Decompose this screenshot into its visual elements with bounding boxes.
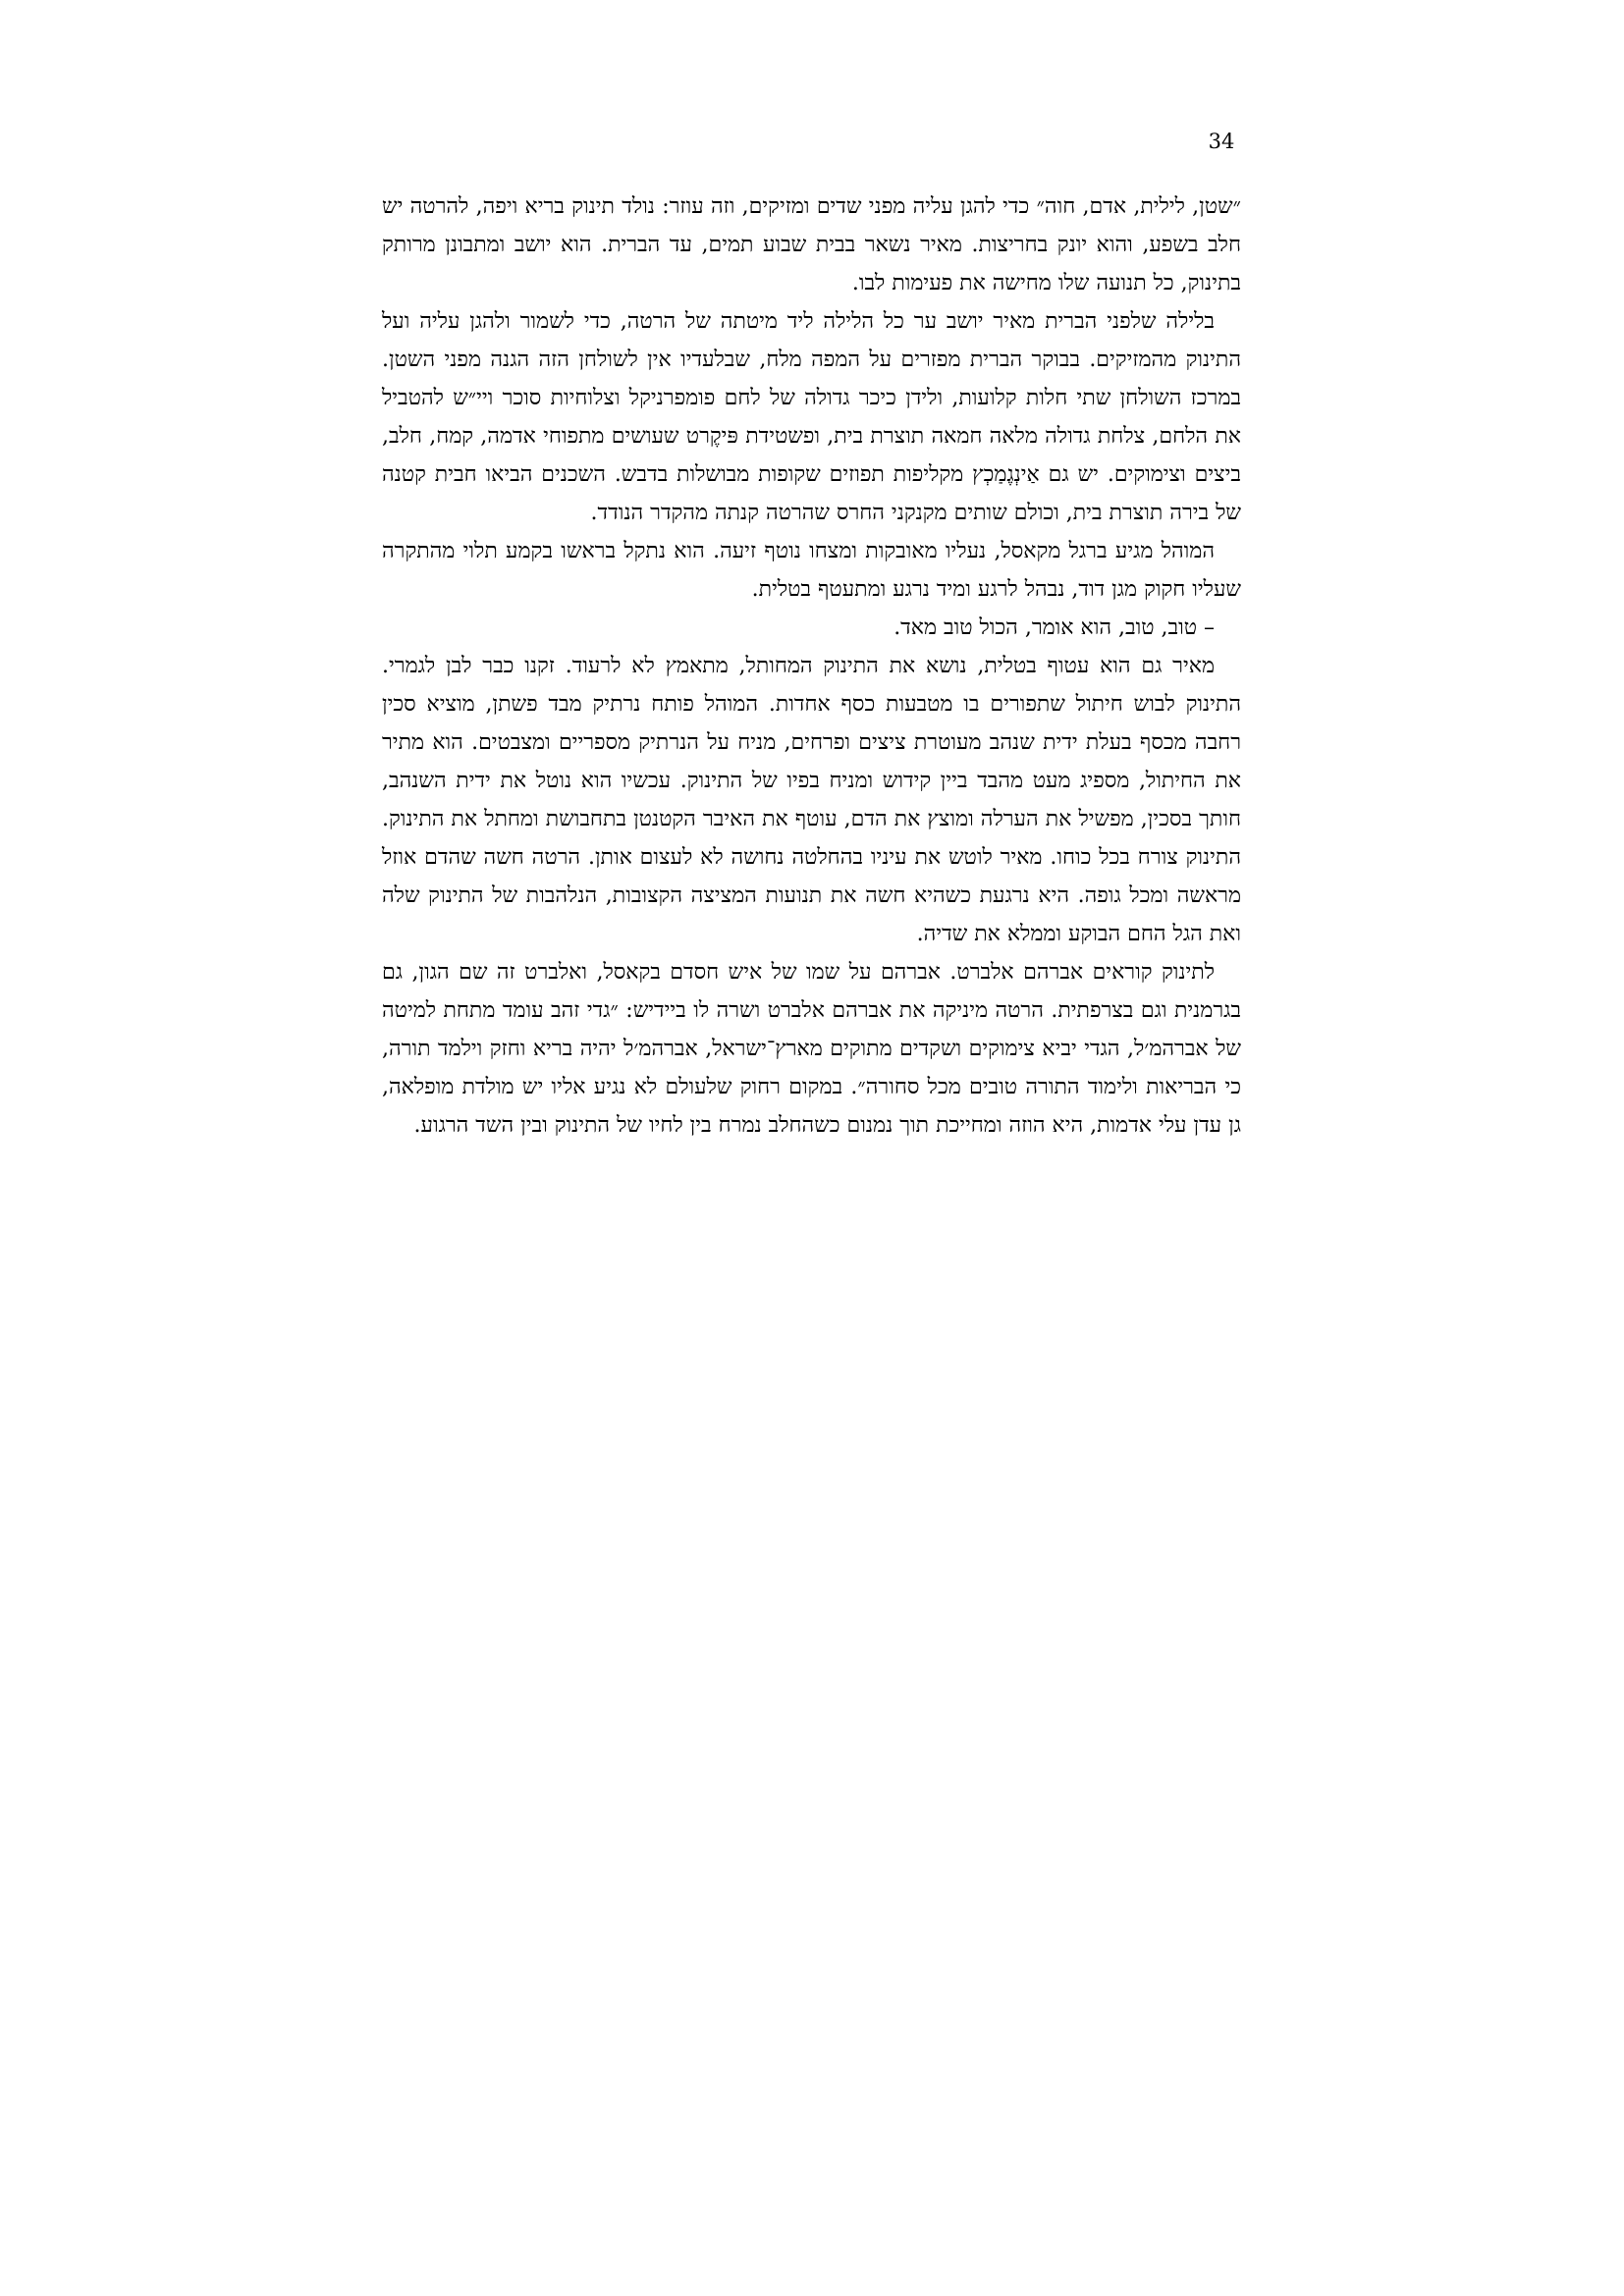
paragraph-2: בלילה שלפני הברית מאיר יושב ער כל הלילה ליד מיטתה של הרטה, כדי לשמור ולהגן עליה ועל התינוק מהמזיקים. בבוקר הברית מפזרים על המפה מלח, שבלעדיו אין לשולחן הזה הגנה מפני השטן. במרכז השולחן שתי חלות קלועות, ולידן כיכר גדולה של לחם פומפרניקל וצלוחיות סוכר ויי״ש להטביל את הלחם, צלחת גדולה מלאה חמאה תוצרת בית, ופשטידת פּיקֶרט שעושים מתפוחי אדמה, קמח, חלב, ביצים וצימוקים. יש גם אַינְגֶמַכְץ מקליפות תפוזים שקופות מבושלות בדבש. השכנים הביאו חבית קטנה של בירה תוצרת בית, וכולם שותים מקנקני החרס שהרטה קנתה מהקדר הנודד. <box>382 309 1241 525</box>
paragraph-1: ״שטן, לילית, אדם, חוה״ כדי להגן עליה מפני שדים ומזיקים, וזה עוזר: נולד תינוק בריא ויפה, להרטה יש חלב בשפע, והוא יונק בחריצות. מאיר נשאר בבית שבוע תמים, עד הברית. הוא יושב ומתבונן מרותק בתינוק, כל תנועה שלו מחישה את פעימות לבו. <box>382 194 1241 295</box>
paragraph-4: מאיר גם הוא עטוף בטלית, נושא את התינוק המחותל, מתאמץ לא לרעוד. זקנו כבר לבן לגמרי. התינוק לבוש חיתול שתפורים בו מטבעות כסף אחדות. המוהל פותח נרתיק מבד פשתן, מוציא סכין רחבה מכסף בעלת ידית שנהב מעוטרת ציצים ופרחים, מניח על הנרתיק מספריים ומצבטים. הוא מתיר את החיתול, מספיג מעט מהבד ביין קידוש ומניח בפיו של התינוק. עכשיו הוא נוטל את ידית השנהב, חותך בסכין, מפשיל את הערלה ומוצץ את הדם, עוטף את האיבר הקטנטן בתחבושת ומחתל את התינוק. התינוק צורח בכל כוחו. מאיר לוטש את עיניו בהחלטה נחושה לא לעצום אותן. הרטה חשה שהדם אוזל מראשה ומכל גופה. היא נרגעת כשהיא חשה את תנועות המציצה הקצובות, הנלהבות של התינוק שלה ואת הגל החם הבוקע וממלא את שדיה. <box>382 654 1241 946</box>
paragraph-3: המוהל מגיע ברגל מקאסל, נעליו מאובקות ומצחו נוטף זיעה. הוא נתקל בראשו בקמע תלוי מהתקרה שעליו חקוק מגן דוד, נבהל לרגע ומיד נרגע ומתעטף בטלית. <box>382 539 1241 602</box>
page-number: 34 <box>1208 130 1235 153</box>
dialogue-line: – טוב, טוב, הוא אומר, הכול טוב מאד. <box>893 615 1215 640</box>
body-text <box>382 187 1241 1145</box>
paragraph-5: לתינוק קוראים אברהם אלברט. אברהם על שמו של איש חסדם בקאסל, ואלברט זה שם הגון, גם בגרמנית וגם בצרפתית. הרטה מיניקה את אברהם אלברט ושרה לו ביידיש: ״גדי זהב עומד מתחת למיטה של אברהמ׳ל, הגדי יביא צימוקים ושקדים מתוקים מארץ־ישראל, אברהמ׳ל יהיה בריא וחזק וילמד תורה, כי הבריאות ולימוד התורה טובים מכל סחורה״. במקום רחוק שלעולם לא נגיע אליו יש מולדת מופלאה, גן עדן עלי אדמות, היא הוזה ומחייכת תוך נמנום כשהחלב נמרח בין לחיו של התינוק ובין השד הרגוע. <box>382 960 1241 1138</box>
